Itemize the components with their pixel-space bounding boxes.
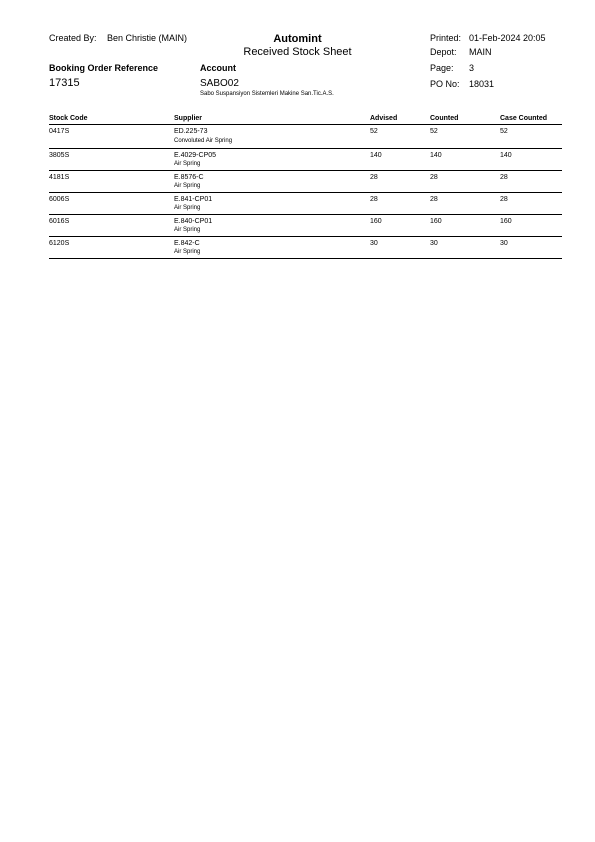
table-row — [0, 238, 595, 260]
created-by-value: Ben Christie (MAIN) — [107, 33, 188, 43]
stock-code: 6006S — [49, 196, 70, 203]
header-rule — [49, 124, 562, 125]
depot-label: Depot: — [430, 47, 457, 57]
col-supplier: Supplier — [174, 115, 203, 122]
advised-qty: 28 — [370, 196, 378, 203]
col-case-counted: Case Counted — [500, 115, 548, 122]
counted-qty: 30 — [430, 240, 438, 247]
item-description: Air Spring — [174, 161, 201, 167]
stock-code: 4181S — [49, 174, 70, 181]
po-value: 18031 — [469, 79, 495, 89]
row-rule — [49, 148, 562, 149]
advised-qty: 28 — [370, 174, 378, 181]
counted-qty: 160 — [430, 218, 442, 225]
account-name: Sabo Suspansiyon Sistemleri Makine San.Tic.A.S. — [200, 91, 334, 97]
supplier-code: E.4029-CP05 — [174, 152, 217, 159]
counted-qty: 140 — [430, 152, 442, 159]
col-advised: Advised — [370, 115, 398, 122]
case-counted-qty: 160 — [500, 218, 512, 225]
col-stock-code: Stock Code — [49, 115, 88, 122]
depot-value: MAIN — [469, 47, 492, 57]
row-rule — [49, 192, 562, 193]
table-row — [0, 216, 595, 238]
col-counted: Counted — [430, 115, 459, 122]
sheet-title: Received Stock Sheet — [243, 46, 352, 58]
counted-qty: 52 — [430, 128, 438, 135]
row-rule — [49, 170, 562, 171]
printed-label: Printed: — [430, 33, 462, 43]
case-counted-qty: 140 — [500, 152, 512, 159]
item-description: Air Spring — [174, 183, 201, 189]
supplier-code: E.8576-C — [174, 174, 204, 181]
account-code: SABO02 — [200, 78, 239, 89]
page-label: Page: — [430, 63, 454, 73]
item-description: Convoluted Air Spring — [174, 138, 233, 144]
company-name: Automint — [273, 33, 322, 45]
row-rule — [49, 236, 562, 237]
table-row — [0, 172, 595, 194]
stock-code: 6120S — [49, 240, 70, 247]
advised-qty: 52 — [370, 128, 378, 135]
case-counted-qty: 30 — [500, 240, 508, 247]
item-description: Air Spring — [174, 205, 201, 211]
counted-qty: 28 — [430, 196, 438, 203]
booking-ref-label: Booking Order Reference — [49, 63, 159, 73]
item-description: Air Spring — [174, 227, 201, 233]
table-row — [0, 126, 595, 148]
printed-value: 01-Feb-2024 20:05 — [469, 33, 546, 43]
case-counted-qty: 28 — [500, 174, 508, 181]
advised-qty: 160 — [370, 218, 382, 225]
case-counted-qty: 28 — [500, 196, 508, 203]
po-label: PO No: — [430, 79, 460, 89]
supplier-code: ED.225-73 — [174, 128, 208, 135]
supplier-code: E.840-CP01 — [174, 218, 213, 225]
advised-qty: 140 — [370, 152, 382, 159]
item-description: Air Spring — [174, 249, 201, 255]
supplier-code: E.842-C — [174, 240, 200, 247]
stock-code: 6016S — [49, 218, 70, 225]
stock-code: 0417S — [49, 128, 70, 135]
case-counted-qty: 52 — [500, 128, 508, 135]
table-row — [0, 150, 595, 172]
account-label: Account — [200, 63, 236, 73]
table-row — [0, 194, 595, 216]
supplier-code: E.841-CP01 — [174, 196, 213, 203]
booking-ref-value: 17315 — [49, 77, 80, 89]
row-rule — [49, 214, 562, 215]
counted-qty: 28 — [430, 174, 438, 181]
stock-code: 3805S — [49, 152, 70, 159]
row-rule — [49, 258, 562, 259]
created-by-label: Created By: — [49, 33, 97, 43]
advised-qty: 30 — [370, 240, 378, 247]
page-value: 3 — [469, 63, 475, 73]
